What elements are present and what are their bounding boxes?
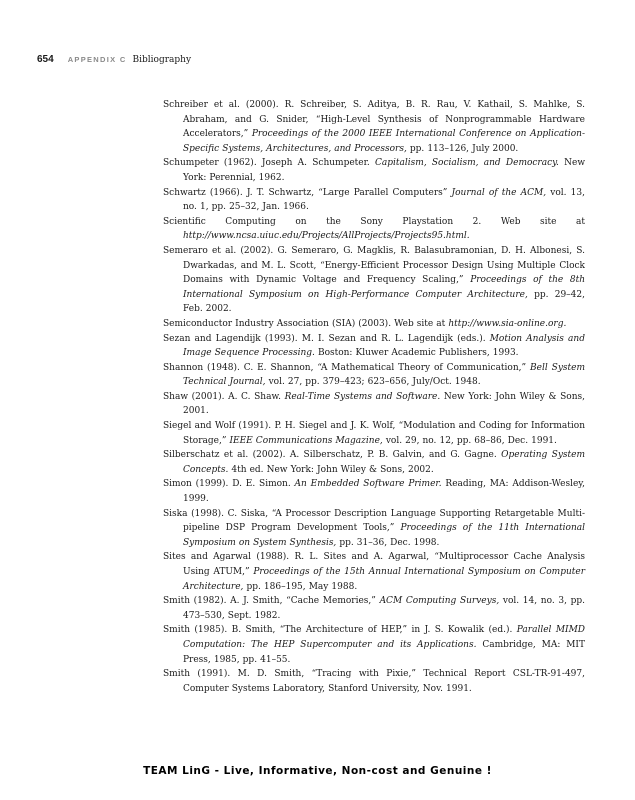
entry-label: Semiconductor Industry Association (SIA) (2003). bbox=[163, 318, 392, 329]
entry-italic: IEEE Communications Magazine, bbox=[229, 435, 383, 446]
bibliography-entry bbox=[163, 186, 585, 215]
entry-label: Silberschatz et al. (2002). bbox=[163, 450, 286, 461]
entry-after: vol. 29, no. 12, pp. 68–86, Dec. 1991. bbox=[385, 435, 557, 446]
entry-text: M. I. Sezan and R. L. Lagendijk (eds.). bbox=[301, 333, 486, 344]
section-title: Bibliography bbox=[132, 55, 192, 65]
entry-italic: Parallel MIMD Computation: The HEP Supercomputer and its Applications. bbox=[183, 625, 586, 650]
bibliography-entry bbox=[163, 623, 585, 667]
entry-text: J. T. Schwartz, “Large Parallel Computers” bbox=[246, 187, 448, 198]
entry-label: Sezan and Lagendijk (1993). bbox=[163, 333, 298, 344]
entry-label: Shannon (1948). bbox=[163, 362, 240, 373]
bibliography-entry bbox=[163, 98, 585, 156]
entry-text: G. Semeraro, G. Magklis, R. Balasubramonian, D. H. Albonesi, S. Dwarkadas, and M. L. Scott, “Energy-Efficient Processor Design Using Multiple Clock Domains with Dynamic Voltage and Frequency Scaling,” bbox=[183, 245, 585, 286]
bibliography-list bbox=[163, 98, 585, 696]
entry-after: pp. 113–126, July 2000. bbox=[409, 143, 519, 154]
entry-label: Siska (1998). bbox=[163, 508, 224, 519]
entry-label: Siegel and Wolf (1991). bbox=[163, 421, 272, 432]
footer-banner: TEAM LinG - Live, Informative, Non-cost and Genuine ! bbox=[143, 765, 492, 777]
entry-after: Reading, MA: Addison-Wesley, 1999. bbox=[183, 479, 586, 505]
entry-italic: Proceedings of the 11th International Symposium on System Synthesis, bbox=[183, 523, 585, 548]
entry-italic: ACM Computing Surveys, bbox=[379, 596, 500, 607]
entry-label: Shaw (2001). bbox=[163, 391, 225, 402]
entry-italic: Operating System Concepts. bbox=[183, 450, 586, 475]
entry-after: vol. 27, pp. 379–423; 623–656, July/Oct. 1948. bbox=[268, 377, 481, 388]
bibliography-entry bbox=[163, 550, 585, 594]
entry-italic: Proceedings of the 8th International Symposium on High-Performance Computer Architecture, bbox=[183, 275, 586, 300]
entry-label: Schwartz (1966). bbox=[163, 187, 243, 198]
bibliography-entry bbox=[163, 477, 585, 506]
entry-after: Boston: Kluwer Academic Publishers, 1993. bbox=[317, 348, 519, 359]
running-head bbox=[37, 54, 191, 66]
entry-after: 4th ed. New York: John Wiley & Sons, 2002. bbox=[231, 464, 434, 475]
entry-italic: http://www.sia-online.org. bbox=[448, 318, 567, 329]
entry-after: pp. 186–195, May 1988. bbox=[246, 581, 358, 592]
bibliography-entry bbox=[163, 156, 585, 185]
bibliography-entry bbox=[163, 332, 585, 361]
entry-text: A. Silberschatz, P. B. Galvin, and G. Gagne. bbox=[289, 450, 497, 461]
entry-italic: Motion Analysis and Image Sequence Processing. bbox=[183, 333, 585, 359]
entry-text: C. Siska, “A Processor Description Language Supporting Retargetable Multi-pipeline DSP Program Development Tools,” bbox=[183, 508, 585, 534]
entry-text: R. L. Sites and A. Agarwal, “Multiprocessor Cache Analysis Using ATUM,” bbox=[183, 552, 585, 577]
entry-label: Smith (1985). bbox=[163, 625, 228, 636]
entry-italic: An Embedded Software Primer. bbox=[294, 479, 442, 490]
bibliography-entry bbox=[163, 361, 585, 390]
entry-italic: Real-Time Systems and Software. bbox=[284, 391, 441, 402]
entry-text: A. C. Shaw. bbox=[228, 391, 281, 402]
page-number: 654 bbox=[37, 54, 54, 65]
entry-italic: http://www.ncsa.uiuc.edu/Projects/AllProjects/Projects95.html. bbox=[183, 231, 470, 242]
entry-text: D. E. Simon. bbox=[232, 479, 291, 490]
bibliography-entry bbox=[163, 667, 585, 696]
bibliography-entry bbox=[163, 317, 585, 332]
entry-text: Joseph A. Schumpeter. bbox=[261, 158, 370, 169]
entry-label: Schreiber et al. (2000). bbox=[163, 100, 279, 110]
entry-text: Web site at bbox=[394, 318, 446, 329]
entry-text: Web site at bbox=[500, 216, 586, 227]
entry-text: C. E. Shannon, “A Mathematical Theory of Communication,” bbox=[243, 362, 527, 373]
entry-label: Sites and Agarwal (1988). bbox=[163, 552, 290, 563]
entry-italic: Proceedings of the 15th Annual International Symposium on Computer Architecture, bbox=[183, 567, 585, 592]
entry-text: P. H. Siegel and J. K. Wolf, “Modulation and Coding for Information Storage,” bbox=[183, 421, 586, 446]
entry-text: R. Schreiber, S. Aditya, B. R. Rau, V. Kathail, S. Mahlke, S. Abraham, and G. Snider, “High-Level Synthesis of Nonprogrammable Hardware Accelerators,” bbox=[183, 100, 585, 140]
entry-text: B. Smith, “The Architecture of HEP,” in J. S. Kowalik (ed.). bbox=[231, 625, 513, 636]
bibliography-entry bbox=[163, 594, 585, 623]
bibliography-entry bbox=[163, 419, 585, 448]
entry-after: pp. 31–36, Dec. 1998. bbox=[339, 537, 440, 548]
entry-after: New York: Perennial, 1962. bbox=[183, 158, 586, 183]
entry-label: Schumpeter (1962). bbox=[163, 158, 257, 169]
appendix-label: APPENDIX C bbox=[67, 55, 127, 64]
bibliography-entry bbox=[163, 244, 585, 317]
entry-after: vol. 14, no. 3, pp. 473–530, Sept. 1982. bbox=[183, 596, 585, 621]
entry-text: A. J. Smith, “Cache Memories,” bbox=[230, 596, 376, 607]
entry-label: Smith (1991). bbox=[163, 669, 231, 680]
bibliography-entry bbox=[163, 390, 585, 419]
entry-after: New York: John Wiley & Sons, 2001. bbox=[183, 391, 585, 417]
entry-after: Cambridge, MA: MIT Press, 1985, pp. 41–55. bbox=[183, 639, 585, 665]
entry-text: M. D. Smith, “Tracing with Pixie,” Technical Report CSL-TR-91-497, Computer Systems Laboratory, Stanford University, Nov. 1991. bbox=[183, 669, 585, 694]
entry-italic: Capitalism, Socialism, and Democracy. bbox=[375, 158, 559, 169]
entry-label: Scientific Computing on the Sony Playstation 2. bbox=[163, 216, 482, 227]
entry-after: pp. 29–42, Feb. 2002. bbox=[183, 289, 585, 315]
bibliography-entry bbox=[163, 448, 585, 477]
entry-after: vol. 13, no. 1, pp. 25–32, Jan. 1966. bbox=[183, 187, 585, 213]
entry-italic: Journal of the ACM, bbox=[451, 187, 547, 198]
bibliography-entry bbox=[163, 507, 585, 551]
entry-label: Simon (1999). bbox=[163, 479, 229, 490]
entry-italic: Bell System Technical Journal, bbox=[183, 362, 585, 388]
bibliography-entry bbox=[163, 215, 585, 244]
entry-label: Smith (1982). bbox=[163, 596, 227, 607]
entry-italic: Proceedings of the 2000 IEEE International Conference on Application-Specific Systems, Architectures, and Processors, bbox=[183, 129, 586, 154]
entry-label: Semeraro et al. (2002). bbox=[163, 245, 274, 256]
